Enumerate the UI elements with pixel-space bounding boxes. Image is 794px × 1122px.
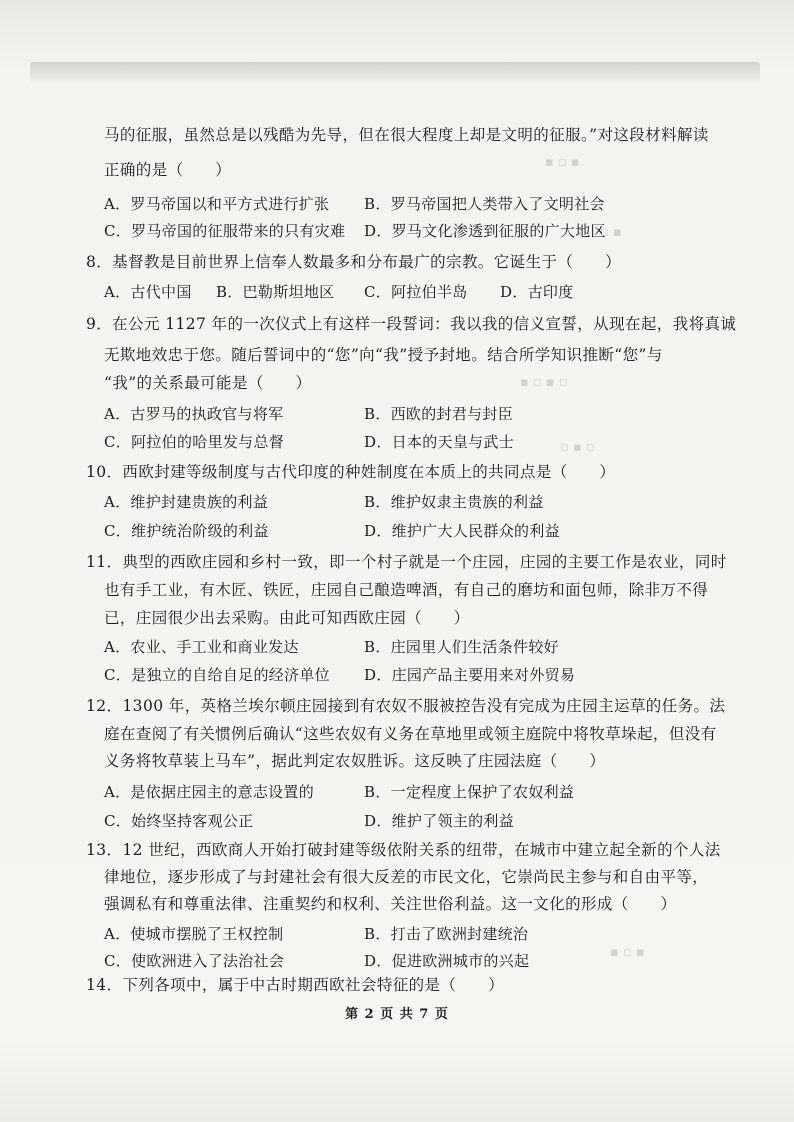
q12-option-b: B．一定程度上保护了农奴利益 xyxy=(364,783,575,801)
q13-option-d: D．促进欧洲城市的兴起 xyxy=(364,952,530,970)
q13-stem-line1: 13．12 世纪，西欧商人开始打破封建等级依附关系的纽带，在城市中建立起全新的个人法 xyxy=(86,841,721,859)
q11-stem-line2: 也有手工业，有木匠、铁匠，庄园自己酿造啤酒，有自己的磨坊和面包师，除非万不得 xyxy=(104,581,709,599)
q9-stem-line2: 无欺地效忠于您。随后誓词中的“您”向“我”授予封地。结合所学知识推断“您”与 xyxy=(104,346,663,364)
bleed-through-mark: ▪ ▫ ▪ ▫ xyxy=(520,375,568,390)
q12-option-a: A．是依据庄园主的意志设置的 xyxy=(104,783,315,801)
q7-option-b: B．罗马帝国把人类带入了文明社会 xyxy=(364,195,605,213)
q9-stem-line3: “我”的关系最可能是（ ） xyxy=(104,374,312,392)
q11-option-c: C．是独立的自给自足的经济单位 xyxy=(104,666,330,684)
q12-stem-line1: 12．1300 年，英格兰埃尔顿庄园接到有农奴不服被控告没有完成为庄园主运草的任务。法 xyxy=(86,697,726,715)
q12-option-d: D．维护了领主的利益 xyxy=(364,812,515,830)
q9-stem-line1: 9．在公元 1127 年的一次仪式上有这样一段誓词：我以我的信义宣誓，从现在起，我将真诚 xyxy=(86,315,737,333)
bleed-through-mark: ▪ ▫ ▪ xyxy=(545,155,580,170)
q7-option-c: C．罗马帝国的征服带来的只有灾难 xyxy=(104,222,346,240)
q9-option-c: C．阿拉伯的哈里发与总督 xyxy=(104,433,285,451)
q10-option-c: C．维护统治阶级的利益 xyxy=(104,522,269,540)
q7-stem-line2: 正确的是（ ） xyxy=(104,161,232,179)
q8-option-d: D．古印度 xyxy=(500,283,574,301)
q13-stem-line3: 强调私有和尊重法律、注重契约和权利、关注世俗利益。这一文化的形成（ ） xyxy=(104,895,677,913)
bleed-through-mark: ▫ ▪ ▫ xyxy=(560,440,595,455)
bleed-through-mark: ▫ ▪ xyxy=(600,225,622,240)
q9-option-b: B．西欧的封君与封臣 xyxy=(364,405,514,423)
q14-stem: 14．下列各项中，属于中古时期西欧社会特征的是（ ） xyxy=(86,976,505,994)
q8-option-c: C．阿拉伯半岛 xyxy=(364,283,468,301)
q10-stem: 10．西欧封建等级制度与古代印度的种姓制度在本质上的共同点是（ ） xyxy=(86,463,616,481)
q10-option-b: B．维护奴隶主贵族的利益 xyxy=(364,493,544,511)
page-number-footer: 第 2 页 共 7 页 xyxy=(345,1007,449,1022)
q10-option-d: D．维护广大人民群众的利益 xyxy=(364,522,560,540)
q11-stem-line3: 已，庄园很少出去采购。由此可知西欧庄园（ ） xyxy=(104,609,470,627)
q11-option-d: D．庄园产品主要用来对外贸易 xyxy=(364,666,576,684)
scan-top-shadow xyxy=(30,62,760,84)
q13-option-a: A．使城市摆脱了王权控制 xyxy=(104,925,284,943)
bleed-through-mark: ▪ ▫ ▪ xyxy=(610,945,645,960)
q7-option-d: D．罗马文化渗透到征服的广大地区 xyxy=(364,222,606,240)
q9-option-a: A．古罗马的执政官与将军 xyxy=(104,405,284,423)
q13-stem-line2: 律地位，逐步形成了与封建社会有很大反差的市民文化，它崇尚民主参与和自由平等， xyxy=(104,868,709,886)
q9-option-d: D．日本的天皇与武士 xyxy=(364,433,515,451)
q10-option-a: A．维护封建贵族的利益 xyxy=(104,493,269,511)
q12-stem-line3: 义务将牧草装上马车”，据此判定农奴胜诉。这反映了庄园法庭（ ） xyxy=(104,752,606,770)
q13-option-b: B．打击了欧洲封建统治 xyxy=(364,925,529,943)
q11-option-b: B．庄园里人们生活条件较好 xyxy=(364,638,559,656)
q8-option-b: B．巴勒斯坦地区 xyxy=(216,283,335,301)
q8-stem: 8．基督教是目前世界上信奉人数最多和分布最广的宗教。它诞生于（ ） xyxy=(86,253,621,271)
q12-option-c: C．始终坚持客观公正 xyxy=(104,812,254,830)
q11-stem-line1: 11．典型的西欧庄园和乡村一致，即一个村子就是一个庄园，庄园的主要工作是农业，同时 xyxy=(86,553,727,571)
q12-stem-line2: 庭在查阅了有关惯例后确认“这些农奴有义务在草地里或领主庭院中将牧草垛起，但没有 xyxy=(104,725,717,743)
q13-option-c: C．使欧洲进入了法治社会 xyxy=(104,952,285,970)
q8-option-a: A．古代中国 xyxy=(104,283,192,301)
q7-option-a: A．罗马帝国以和平方式进行扩张 xyxy=(104,195,330,213)
q7-stem-line1: 马的征服，虽然总是以残酷为先导，但在很大程度上却是文明的征服。”对这段材料解读 xyxy=(104,126,709,144)
q11-option-a: A．农业、手工业和商业发达 xyxy=(104,638,299,656)
